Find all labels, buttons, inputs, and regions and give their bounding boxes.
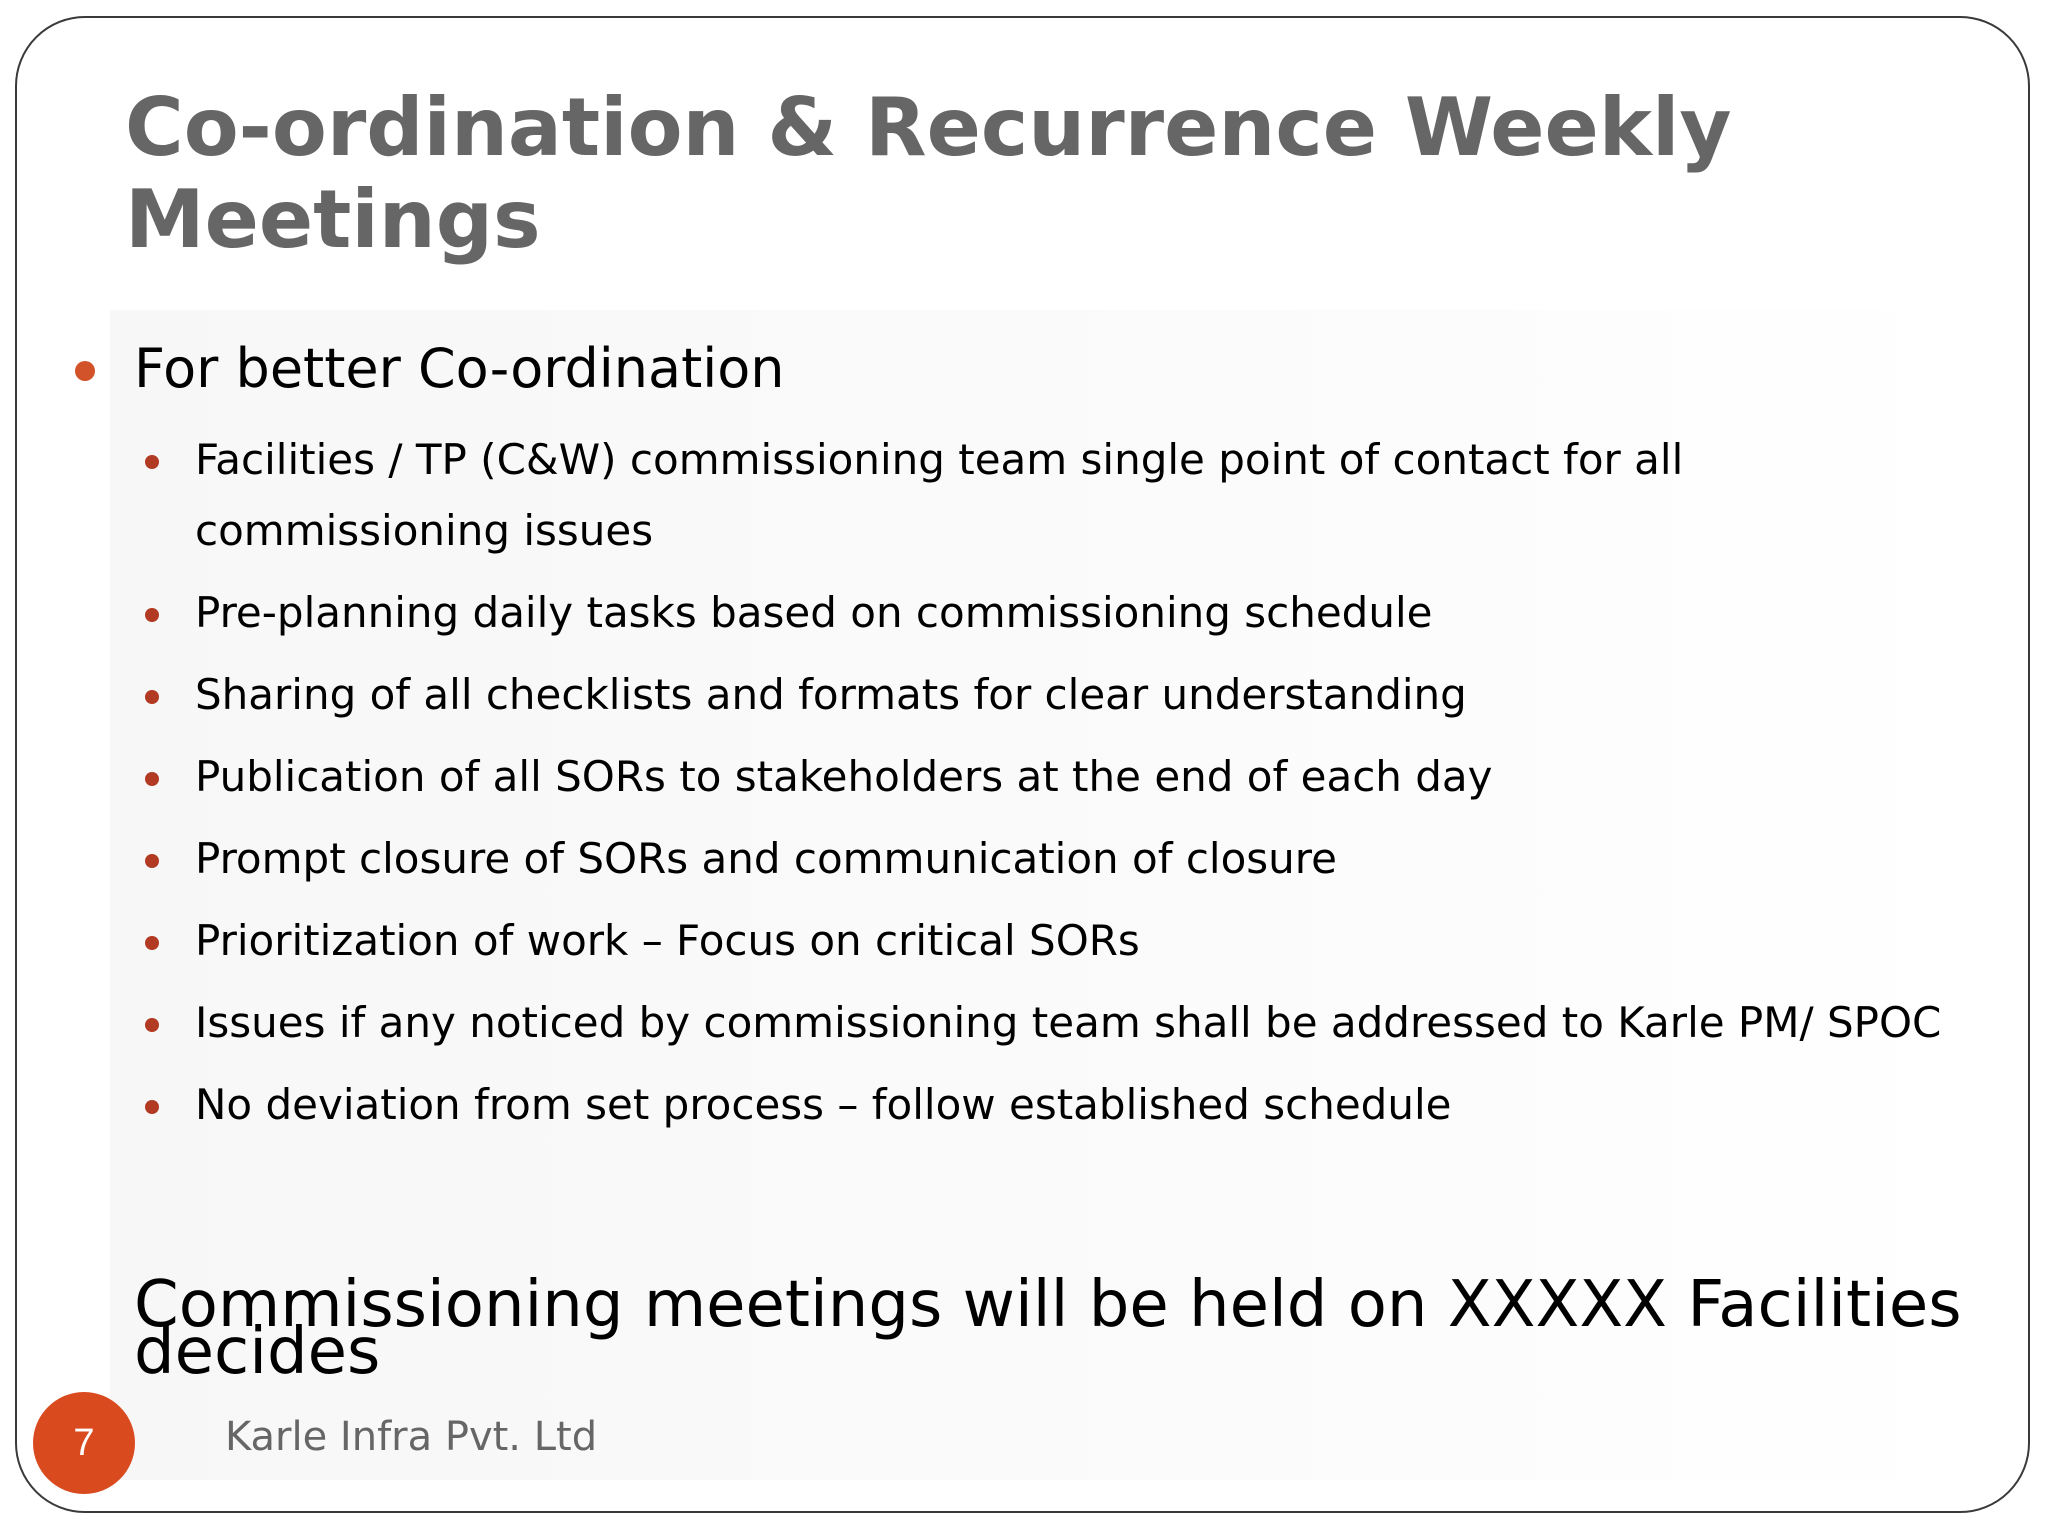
slide-title: Co-ordination & Recurrence Weekly Meetings — [125, 81, 1732, 266]
bullet-dot-icon — [145, 690, 159, 704]
main-bullet-text: For better Co-ordination — [134, 337, 785, 400]
bullet-dot-icon — [145, 1018, 159, 1032]
closing-statement: Commissioning meetings will be held on XXXXX Facilities decides — [134, 1268, 1962, 1389]
sub-bullet-item — [195, 1069, 1955, 1140]
bullet-dot-icon — [145, 455, 159, 469]
sub-bullet-text: No deviation from set process – follow established schedule — [195, 1080, 1452, 1129]
bullet-dot-icon — [145, 608, 159, 622]
bullet-dot-icon — [145, 772, 159, 786]
bullet-dot-icon — [145, 854, 159, 868]
sub-bullet-text: Publication of all SORs to stakeholders at the end of each day — [195, 752, 1493, 801]
bullet-dot-icon — [145, 1100, 159, 1114]
sub-bullet-item — [195, 741, 1955, 812]
bullet-dot-icon — [145, 936, 159, 950]
sub-bullet-list — [195, 424, 1955, 1151]
sub-bullet-text: Facilities / TP (C&W) commissioning team single point of contact for all commissioning issues — [195, 435, 1684, 555]
sub-bullet-item — [195, 577, 1955, 648]
main-bullet-marker — [75, 361, 95, 381]
page-number-badge: 7 — [33, 1392, 135, 1494]
sub-bullet-text: Issues if any noticed by commissioning team shall be addressed to Karle PM/ SPOC — [195, 998, 1942, 1047]
sub-bullet-item — [195, 823, 1955, 894]
sub-bullet-item — [195, 905, 1955, 976]
sub-bullet-text: Prompt closure of SORs and communication of closure — [195, 834, 1337, 883]
sub-bullet-text: Sharing of all checklists and formats for clear understanding — [195, 670, 1467, 719]
footer-company-name: Karle Infra Pvt. Ltd — [225, 1414, 598, 1460]
sub-bullet-item — [195, 424, 1955, 566]
sub-bullet-item — [195, 659, 1955, 730]
sub-bullet-text: Pre-planning daily tasks based on commissioning schedule — [195, 588, 1433, 637]
sub-bullet-text: Prioritization of work – Focus on critical SORs — [195, 916, 1140, 965]
sub-bullet-item — [195, 987, 1955, 1058]
